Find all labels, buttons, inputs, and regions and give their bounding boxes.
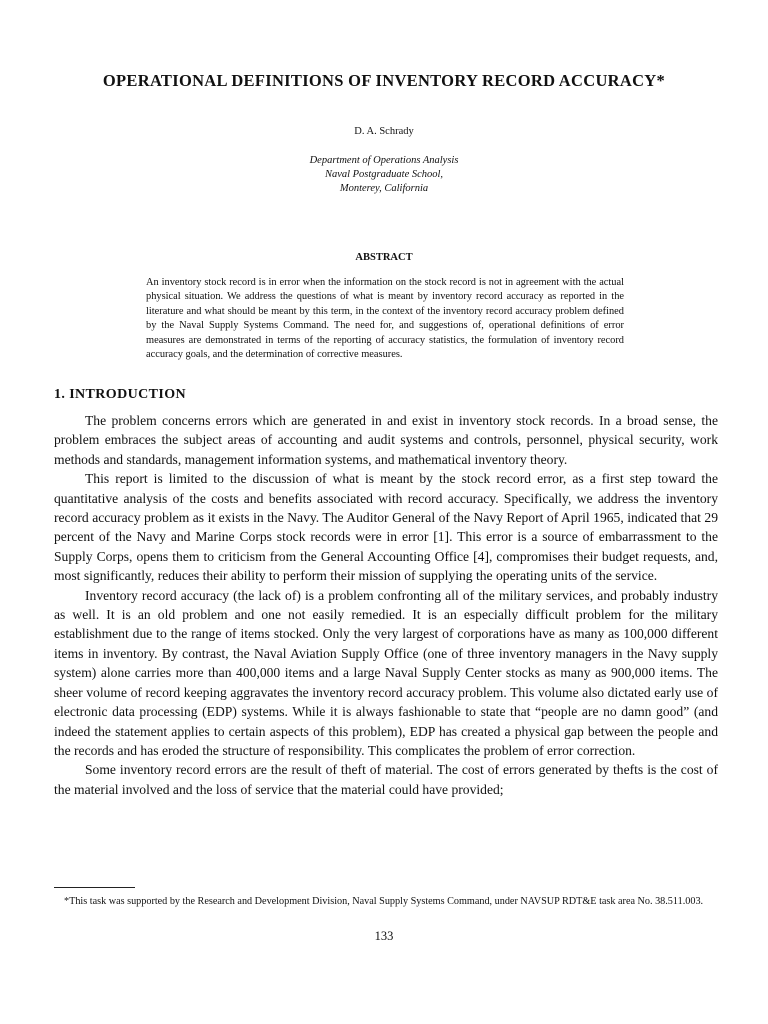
abstract-text: An inventory stock record is in error when the information on the stock record is not in agreement with the actual physical situation. We address the questions of what is meant by inventory record accuracy as reported in the literature and what should be meant by this term, in the context of the inventory record accuracy problem defined by the Naval Supply Systems Command. The need for, and suggestions of, operational definitions of error measures are demonstrated in terms of the reporting of accuracy statistics, the formulation of inventory record accuracy goals, and the determination of corrective measures. xyxy=(146,277,624,361)
page-number: 133 xyxy=(374,929,394,943)
body-paragraph: The problem concerns errors which are generated in and exist in inventory stock records. In a broad sense, the problem embraces the subject areas of accounting and audit systems and controls, personnel, physical security, work methods and standards, management information systems, and mathematical inventory theory. xyxy=(54,413,718,467)
author-affiliation xyxy=(0,154,768,196)
body-paragraph: Some inventory record errors are the result of theft of material. The cost of errors generated by thefts is the cost of the material involved and the loss of service that the material could have provided; xyxy=(54,762,718,797)
paper-title: OPERATIONAL DEFINITIONS OF INVENTORY RECORD ACCURACY* xyxy=(102,71,666,90)
section-heading: 1. INTRODUCTION xyxy=(54,387,187,402)
affiliation-line: Naval Postgraduate School, xyxy=(324,169,444,180)
body-paragraph: This report is limited to the discussion of what is meant by the stock record error, as a first step toward the quantitative analysis of the costs and benefits associated with record accuracy. Specifically, we address the inventory record accuracy problem as it exists in the Navy. The Auditor General of the Navy Report of April 1965, indicated that 29 percent of the Navy and Marine Corps stock records were in error [1]. This error is a source of embarrassment to the Supply Corps, opens them to criticism from the General Accounting Office [4], compromises their budget requests, and, most significantly, reduces their ability to perform their mission of supplying the operating units of the service. xyxy=(54,471,718,584)
author-name: D. A. Schrady xyxy=(354,126,414,137)
body-text xyxy=(54,411,718,799)
abstract-heading: ABSTRACT xyxy=(355,252,413,263)
affiliation-line: Monterey, California xyxy=(339,183,429,194)
body-paragraph: Inventory record accuracy (the lack of) is a problem confronting all of the military services, and probably industry as well. It is an old problem and one not easily remedied. It is an especially difficult problem for the military establishment due to the range of items stocked. Only the very largest of corporations have as many as 100,000 different items in inventory. By contrast, the Naval Aviation Supply Office (one of three inventory managers in the Navy supply system) alone carries more than 400,000 items and a large Naval Supply Center stocks as many as 900,000 items. The sheer volume of record keeping aggravates the inventory record accuracy problem. This volume also dictated early use of electronic data processing (EDP) systems. While it is always fashionable to state that “people are no damn good” (and indeed the statement applies to certain aspects of this problem), EDP has created a physical gap between the people and the records and has eroded the structure of responsibility. This complicates the problem of error correction. xyxy=(54,587,718,758)
affiliation-line: Department of Operations Analysis xyxy=(309,155,459,166)
footnote-divider xyxy=(54,887,135,888)
footnote: *This task was supported by the Research and Development Division, Naval Supply Systems Command, under NAVSUP RDT&E task area No. 38.511.003. xyxy=(64,896,704,907)
